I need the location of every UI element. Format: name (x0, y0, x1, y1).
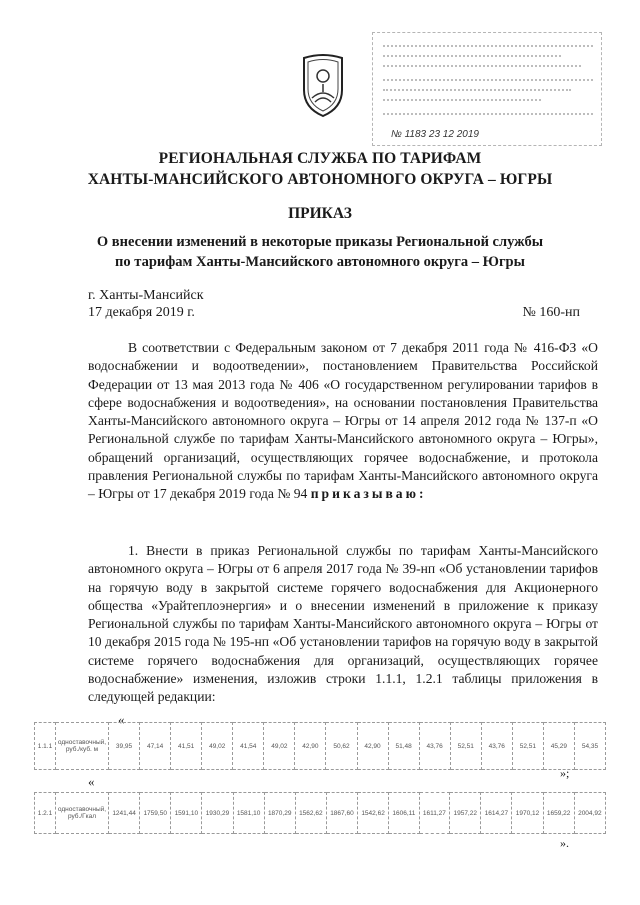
row-number: 1.1.1 (35, 723, 56, 770)
tariff-value-cell: 41,51 (171, 723, 202, 770)
document-date: 17 декабря 2019 г. (88, 305, 195, 320)
tariff-value-cell: 1659,22 (543, 793, 574, 834)
tariff-value-cell: 1957,22 (450, 793, 481, 834)
tariff-value-cell: 1870,29 (264, 793, 295, 834)
tariff-value-cell: 45,29 (543, 723, 574, 770)
tariff-value-cell: 1611,27 (419, 793, 450, 834)
tariff-value-cell: 1867,60 (326, 793, 357, 834)
tariff-value-cell: 39,95 (109, 723, 140, 770)
tariff-value-cell: 1930,29 (202, 793, 233, 834)
open-quote-1: « (118, 712, 125, 727)
organization-name: РЕГИОНАЛЬНАЯ СЛУЖБА ПО ТАРИФАМ ХАНТЫ-МАНСИЙСКОГО АВТОНОМНОГО ОКРУГА – ЮГРЫ (87, 150, 553, 188)
tariff-value-cell: 1614,27 (481, 793, 512, 834)
tariff-value-cell: 54,35 (574, 723, 605, 770)
close-quote-2: ». (560, 836, 569, 850)
tariff-value-cell: 2004,92 (574, 793, 605, 834)
tariff-value-cell: 1970,12 (512, 793, 543, 834)
registration-number: № 1183 23 12 2019 (391, 129, 479, 140)
open-quote-2: « (88, 774, 95, 789)
tariff-value-cell: 1542,62 (358, 793, 389, 834)
tariff-value-cell: 49,02 (264, 723, 295, 770)
tariff-value-cell: 52,51 (512, 723, 543, 770)
tariff-value-cell: 1581,10 (233, 793, 264, 834)
tariff-unit: одноставочный, руб./куб. м (56, 723, 109, 770)
registration-stamp (372, 32, 602, 146)
document-subject: О внесении изменений в некоторые приказы Региональной службы по тарифам Ханты-Мансийского автономного округа – Югры (96, 234, 544, 270)
tariff-value-cell: 43,76 (481, 723, 512, 770)
tariff-unit: одноставочный, руб./Гкал (56, 793, 109, 834)
tariff-value-cell: 42,90 (295, 723, 326, 770)
row-number: 1.2.1 (35, 793, 56, 834)
clause-1-paragraph: 1. Внести в приказ Региональной службы по тарифам Ханты-Мансийского автономного округа – Югры от 6 апреля 2017 года № 39-нп «Об установлении тарифов на горячую воду в закрытой системе горячего водоснабжения для Акционерного общества «Урайтеплоэнергия» и о внесении изменений в приложение к приказу Региональной службы по тарифам Ханты-Мансийского автономного округа – Югры от 10 декабря 2015 года № 195-нп «Об установлении тарифов на горячую воду в закрытой системе горячего водоснабжения для организаций, осуществляющих горячее водоснабжение» изменения, изложив строки 1.1.1, 1.2.1 таблицы приложения в следующей редакции: (88, 543, 598, 705)
document-place: г. Ханты-Мансийск (88, 288, 204, 303)
document-number: № 160-нп (522, 305, 580, 320)
document-type: ПРИКАЗ (288, 205, 352, 222)
tariff-value-cell: 42,90 (357, 723, 388, 770)
tariff-value-cell: 47,14 (140, 723, 171, 770)
tariff-value-cell: 52,51 (450, 723, 481, 770)
tariff-table-row-1-2-1 (34, 792, 606, 834)
tariff-value-cell: 1591,10 (171, 793, 202, 834)
tariff-value-cell: 1759,50 (140, 793, 171, 834)
tariff-value-cell: 1562,62 (295, 793, 326, 834)
tariff-value-cell: 41,54 (233, 723, 264, 770)
tariff-value-cell: 43,76 (419, 723, 450, 770)
preamble-paragraph: В соответствии с Федеральным законом от 7 декабря 2011 года № 416-ФЗ «О водоснабжении и водоотведении», постановлением Правительства Российской Федерации от 13 мая 2013 года № 406 «О государственном регулировании тарифов в сфере водоснабжения и водоотведения», на основании постановления Правительства Ханты-Мансийского автономного округа – Югры от 14 апреля 2012 года № 137-п «О Региональной службе по тарифам Ханты-Мансийского автономного округа – Югры», обращений организаций, осуществляющих горячее водоснабжение, и протокола правления Региональной службы по тарифам Ханты-Мансийского автономного округа – Югры от 17 декабря 2019 года № 94 приказываю: (88, 340, 598, 502)
order-keyword: приказываю: (310, 486, 427, 502)
tariff-value-cell: 49,02 (202, 723, 233, 770)
close-quote-1: »; (560, 766, 570, 780)
tariff-value-cell: 50,62 (326, 723, 357, 770)
tariff-table-row-1-1-1 (34, 722, 606, 770)
tariff-value-cell: 51,48 (388, 723, 419, 770)
tariff-value-cell: 1241,44 (109, 793, 140, 834)
coat-of-arms-icon (298, 52, 348, 118)
tariff-value-cell: 1606,11 (389, 793, 420, 834)
